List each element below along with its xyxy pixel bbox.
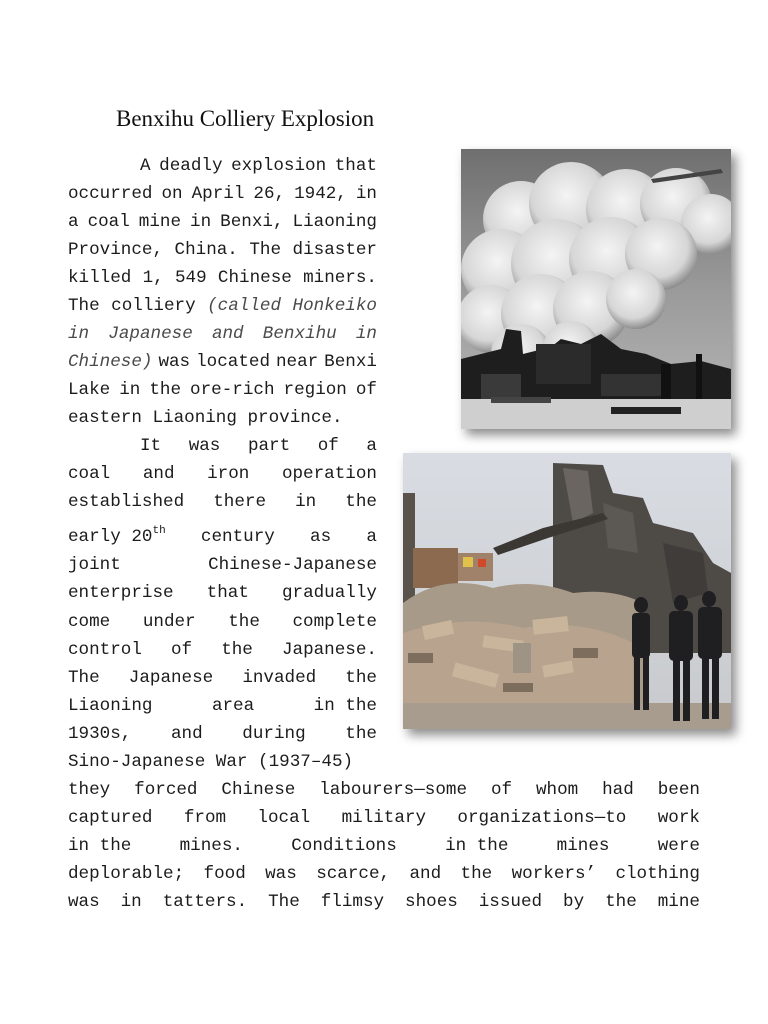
body-line: in the mines. Conditions in the mines were — [68, 836, 700, 856]
body-line: The Japanese invaded the — [68, 668, 377, 688]
body-line: in Japanese and Benxihu in — [68, 324, 377, 344]
body-line: deplorable; food was scarce, and the workers’ clothing — [68, 864, 700, 884]
body-line: killed 1, 549 Chinese miners. — [68, 268, 377, 288]
body-line: The colliery (called Honkeiko — [68, 296, 377, 316]
body-line: Chinese) was located near Benxi — [68, 352, 377, 372]
smoke-cloud-photo — [461, 149, 731, 429]
body-line: early 20th century as a — [68, 525, 377, 547]
body-line: occurred on April 26, 1942, in — [68, 184, 377, 204]
body-line: Sino-Japanese War (1937–45) — [68, 752, 354, 772]
body-line: Liaoning area in the — [68, 696, 377, 716]
body-line: eastern Liaoning province. — [68, 408, 343, 428]
body-line: captured from local military organizations—to work — [68, 808, 700, 828]
body-line: Lake in the ore-rich region of — [68, 380, 377, 400]
body-line: Province, China. The disaster — [68, 240, 377, 260]
body-line: coal and iron operation — [68, 464, 377, 484]
body-line: enterprise that gradually — [68, 583, 377, 603]
body-line: was in tatters. The flimsy shoes issued by the mine — [68, 892, 700, 912]
body-line: joint Chinese-Japanese — [68, 555, 377, 575]
body-line: come under the complete — [68, 612, 377, 632]
body-line: A deadly explosion that — [140, 156, 377, 176]
mine-ruins-photo — [403, 453, 731, 729]
body-line: a coal mine in Benxi, Liaoning — [68, 212, 377, 232]
body-line: they forced Chinese labourers—some of whom had been — [68, 780, 700, 800]
superscript-th: th — [152, 525, 166, 537]
page-title: Benxihu Colliery Explosion — [116, 106, 375, 131]
body-line: 1930s, and during the — [68, 724, 377, 744]
body-line: control of the Japanese. — [68, 640, 377, 660]
body-line: established there in the — [68, 492, 377, 512]
body-line: It was part of a — [140, 436, 377, 456]
